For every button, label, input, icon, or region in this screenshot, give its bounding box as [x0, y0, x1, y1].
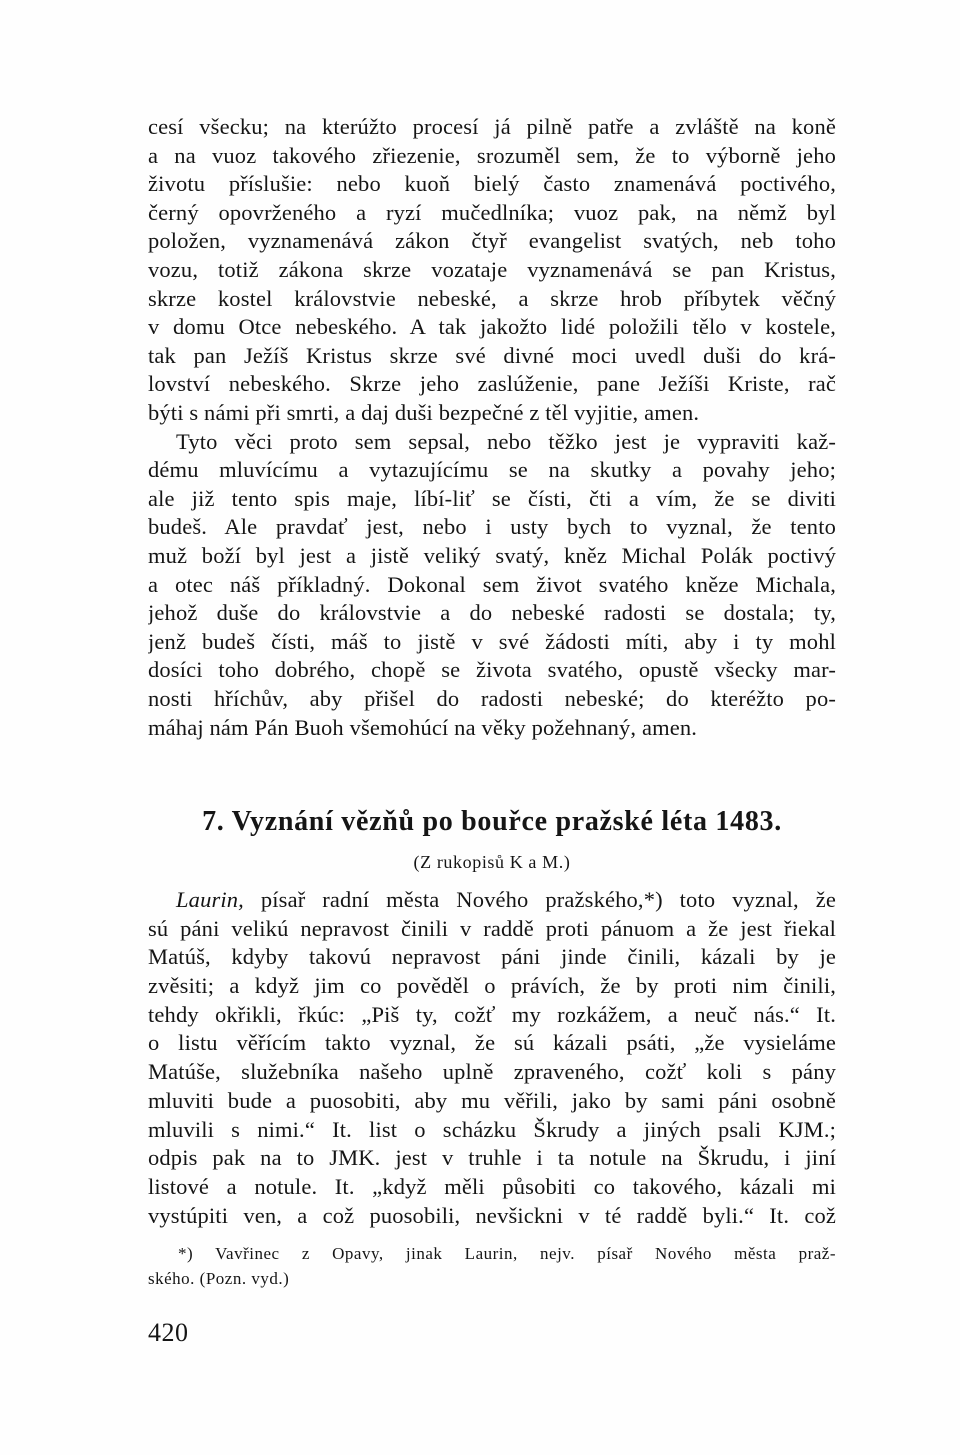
- person-name: Laurin,: [176, 887, 244, 912]
- text-line: životu příslušie: nebo kuoň bielý často znamenává poctivého,: [148, 171, 836, 197]
- section-paragraph: [148, 886, 836, 1230]
- text-line: Tyto věci proto sem sepsal, nebo těžko jest je vypraviti kaž-: [176, 428, 836, 454]
- page-number: 420: [148, 1318, 189, 1347]
- text-line: položen, vyznamenává zákon čtyř evangelist svatých, neb toho: [148, 228, 836, 254]
- text-line: cesí všecku; na kterúžto procesí já pilně patře a zvláště na koně: [148, 114, 836, 139]
- text-line: ale již tento spis maje, líbí-liť se čísti, čti a vím, že se diviti: [148, 485, 836, 511]
- text-line: vozu, totiž zákona skrze vozataje vyznamenává se pan Kristus,: [148, 256, 836, 282]
- text-line: nosti hříchův, aby přišel do radosti nebeské; do kteréžto po-: [148, 685, 836, 711]
- text-line: budeš. Ale pravdať jest, nebo i usty bych to vyznal, že tento: [148, 514, 836, 540]
- text-line: tehdy okřikli, řkúc: „Piš ty, cožť my rozkážem, a neuč nás.“ It.: [148, 1001, 836, 1027]
- text-line: dému mluvícímu a vytazujícímu se na skutky a povahy jeho;: [148, 457, 836, 483]
- text-line: býti s námi při smrti, a daj duši bezpečné z těl vyjitie, amen.: [148, 399, 700, 425]
- text-line: muž boží byl jest a jistě veliký svatý, kněz Michal Polák poctivý: [148, 542, 836, 568]
- text-line: černý opovrženého a ryzí mučedlníka; vuoz pak, na němž byl: [148, 199, 836, 225]
- text-line: lovství nebeského. Skrze jeho zaslúženie, pane Ježíši Kriste, rač: [148, 371, 836, 397]
- text-line: a na vuoz takového zřiezenie, srozuměl sem, že to výborně jeho: [148, 142, 836, 168]
- text-line: jehož duše do královstvie a do nebeské radosti se dostala; ty,: [148, 600, 836, 626]
- text-line: mluviti bude a puosobiti, aby mu věřili, jako by sami páni osobně: [148, 1087, 836, 1113]
- text-line: o listu věřícím takto vyznal, že sú kázali psáti, „že vysieláme: [148, 1030, 836, 1056]
- text-line: mluvili s nimi.“ It. list o scházku Škrudy a jiných psali KJM.;: [148, 1116, 836, 1142]
- text-line: zvěsiti; a když jim co pověděl o právích, že by proti nim činili,: [148, 973, 836, 999]
- text-line: [148, 886, 836, 915]
- footnote-line: *) Vavřinec z Opavy, jinak Laurin, nejv. písař Nového města praž-: [178, 1244, 836, 1263]
- footnote: [148, 1241, 836, 1291]
- text-line-rest: písař radní města Nového pražského,*) toto vyznal, že: [243, 887, 836, 912]
- text-line: listové a notule. It. „když měli působiti co takového, kázali mi: [148, 1173, 836, 1199]
- text-line: máhaj nám Pán Buoh všemohúcí na věky požehnaný, amen.: [148, 714, 698, 740]
- continued-paragraph: [148, 113, 836, 428]
- text-line: odpis pak na to JMK. jest v truhle i ta notule na Škrudu, i jiní: [148, 1145, 836, 1171]
- text-line: tak pan Ježíš Kristus skrze své divné moci uvedl duši do krá-: [148, 342, 836, 368]
- paragraph: [148, 428, 836, 743]
- text-line: Matúš, kdyby takovú nepravost páni jinde činili, kázali by je: [148, 944, 836, 970]
- text-line: Matúše, služebníka našeho uplně zpraveného, cožť koli s pány: [148, 1059, 836, 1085]
- text-line: jenž budeš čísti, máš to jistě v své žádosti míti, aby i ty mohl: [148, 628, 836, 654]
- section-source-note: (Z rukopisů K a M.): [413, 852, 571, 872]
- text-line: vystúpiti ven, a což puosobili, nevšickni v té raddě byli.“ It. což: [148, 1202, 836, 1228]
- text-line: v domu Otce nebeského. A tak jakožto lidé položili tělo v kostele,: [148, 314, 836, 340]
- section-heading: 7. Vyznání vězňů po bouřce pražské léta 1483.: [202, 806, 782, 837]
- text-line: a otec náš příkladný. Dokonal sem život svatého kněze Michala,: [148, 571, 836, 597]
- text-line: dosíci toho dobrého, chopě se života svatého, opustě všecky mar-: [148, 657, 836, 683]
- text-line: sú páni velikú nepravost činili v raddě proti pánuom a že jest řiekal: [148, 915, 836, 941]
- text-line: skrze kostel královstvie nebeské, a skrze hrob příbytek věčný: [148, 285, 836, 311]
- footnote-line: ského. (Pozn. vyd.): [148, 1269, 290, 1288]
